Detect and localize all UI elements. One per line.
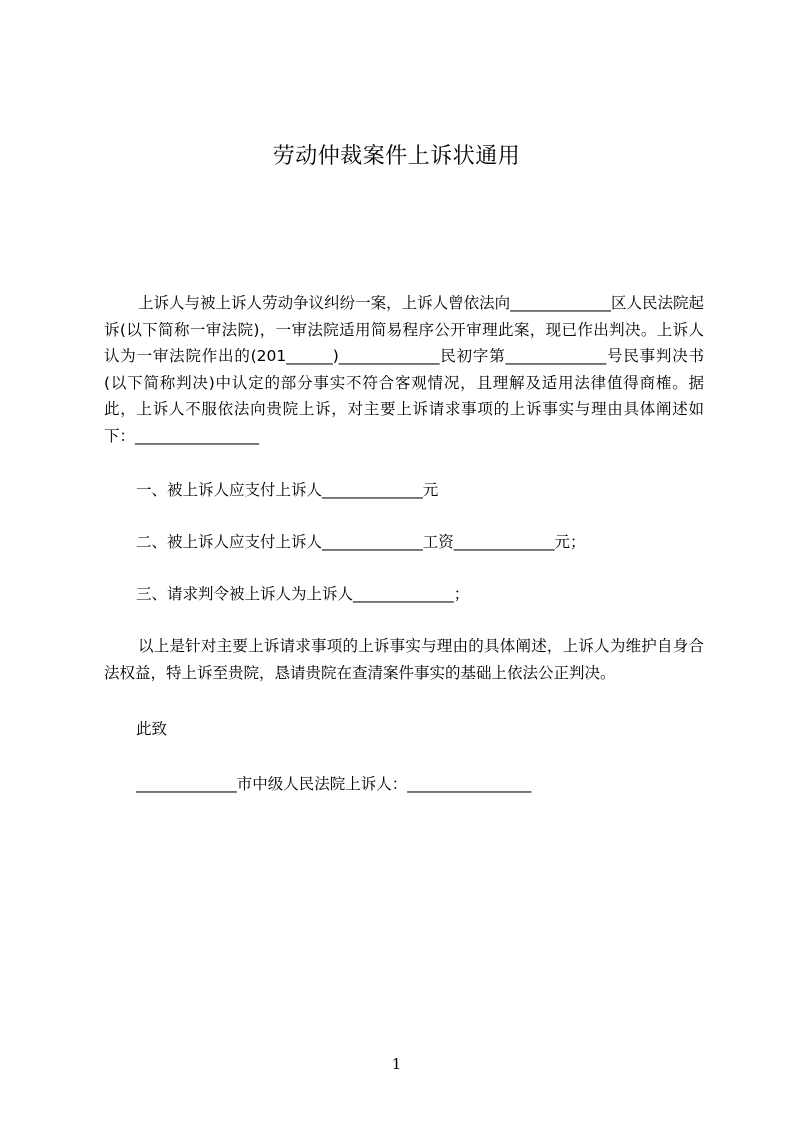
salutation: 此致: [136, 720, 168, 738]
intro-paragraph: 上诉人与被上诉人劳动争议纠纷一案，上诉人曾依法向_____________区人民法院起诉(以下简称一审法院)，一审法院适用简易程序公开审理此案，现已作出判决。上诉人认为一审法院作出的(201______)_____________民初字第_____________号民事判决书(以下简称判决)中认定的部分事实不符合客观情况，且理解及适用法律值得商榷。据此，上诉人不服依法向贵院上诉，对主要上诉请求事项的上诉事实与理由具体阐述如下：________________: [104, 294, 704, 445]
conclusion-paragraph: 以上是针对主要上诉请求事项的上诉事实与理由的具体阐述，上诉人为维护自身合法权益，特上诉至贵院，恳请贵院在查清案件事实的基础上依法公正判决。: [104, 637, 704, 682]
request-item-2: 二、被上诉人应支付上诉人_____________工资_____________元；: [136, 533, 586, 551]
document-title: 劳动仲裁案件上诉状通用: [272, 144, 521, 169]
signature-line: _____________市中级人民法院上诉人：________________: [136, 775, 532, 793]
page-number: 1: [391, 1055, 402, 1073]
request-item-1: 一、被上诉人应支付上诉人_____________元: [136, 481, 439, 499]
request-item-3: 三、请求判令被上诉人为上诉人_____________；: [136, 585, 470, 603]
